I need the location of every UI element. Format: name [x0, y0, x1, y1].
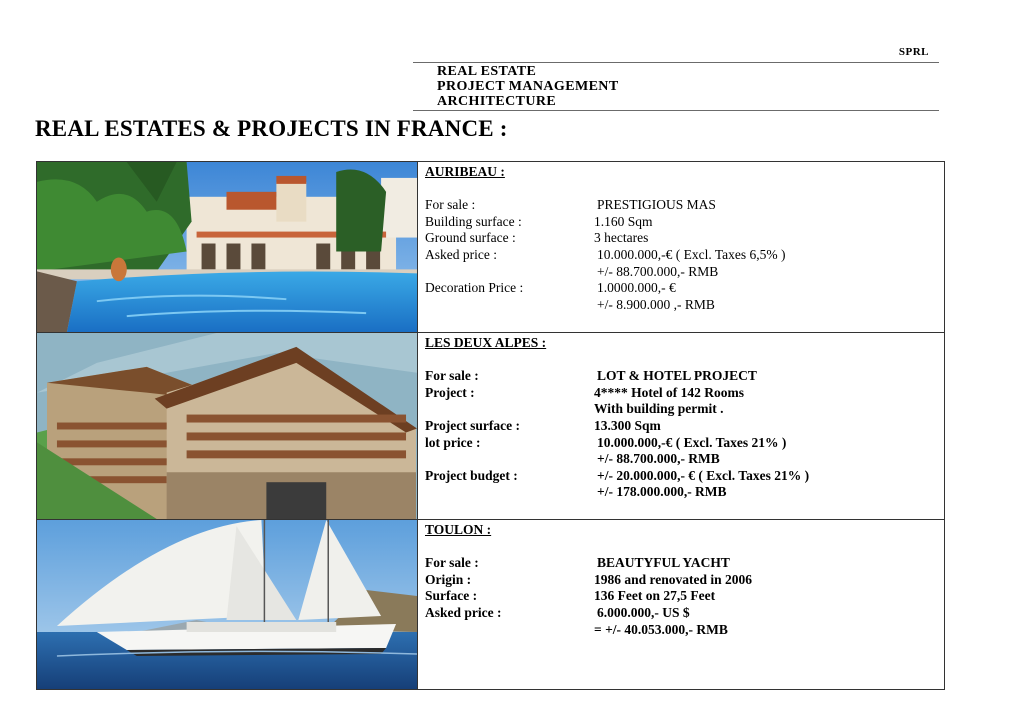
detail-label: Origin : [425, 571, 472, 587]
detail-line [425, 435, 938, 452]
detail-label: Project budget : [425, 467, 518, 483]
detail-label: Building surface : [425, 213, 522, 229]
detail-label: For sale : [425, 368, 479, 384]
detail-line [425, 297, 938, 314]
detail-line [425, 197, 938, 214]
detail-value: 1986 and renovated in 2006 [594, 571, 753, 587]
detail-line [425, 264, 938, 281]
letterhead-line: PROJECT MANAGEMENT [437, 79, 619, 94]
detail-value: = +/- 40.053.000,- RMB [594, 621, 728, 637]
detail-label: For sale : [425, 555, 479, 571]
listing-row-toulon [37, 520, 944, 689]
detail-line [425, 368, 938, 385]
detail-value: +/- 88.700.000,- RMB [597, 263, 719, 279]
letterhead-line: REAL ESTATE [437, 64, 537, 79]
detail-line [425, 418, 938, 435]
listing-location: LES DEUX ALPES : [425, 335, 547, 350]
detail-line [425, 572, 938, 589]
detail-line [425, 401, 938, 418]
detail-value: 13.300 Sqm [594, 417, 661, 433]
detail-label: Project : [425, 384, 475, 400]
detail-label: For sale : [425, 197, 476, 213]
detail-value: 10.000.000,-€ ( Excl. Taxes 6,5% ) [597, 246, 786, 262]
letterhead-line: ARCHITECTURE [437, 94, 557, 109]
listing-details [425, 335, 938, 501]
detail-label: Asked price : [425, 604, 502, 620]
listing-row-les-deux-alpes [37, 333, 944, 520]
listing-details [425, 522, 938, 638]
letterhead [413, 42, 939, 114]
detail-line [425, 555, 938, 572]
detail-value: +/- 178.000.000,- RMB [597, 484, 727, 500]
company-form-badge: SPRL [898, 46, 929, 58]
listing-location: TOULON : [425, 522, 492, 537]
detail-value: 10.000.000,-€ ( Excl. Taxes 21% ) [597, 434, 787, 450]
detail-label: lot price : [425, 434, 481, 450]
letterhead-divider-bottom [413, 110, 939, 111]
detail-line [425, 280, 938, 297]
detail-label: Surface : [425, 588, 478, 604]
chalet-hotel-photo [37, 333, 418, 519]
detail-line [425, 214, 938, 231]
detail-value: 1.160 Sqm [594, 213, 653, 229]
page-title: REAL ESTATES & PROJECTS IN FRANCE : [35, 116, 508, 141]
detail-label: Asked price : [425, 246, 497, 262]
detail-line [425, 385, 938, 402]
detail-value: PRESTIGIOUS MAS [597, 197, 716, 213]
detail-value: 3 hectares [594, 230, 649, 246]
detail-label: Project surface : [425, 417, 520, 433]
detail-line [425, 451, 938, 468]
detail-value: +/- 20.000.000,- € ( Excl. Taxes 21% ) [597, 467, 810, 483]
detail-line [425, 622, 938, 639]
listings-table [36, 161, 945, 690]
detail-label: Ground surface : [425, 230, 516, 246]
detail-line [425, 230, 938, 247]
detail-value: 6.000.000,- US $ [597, 604, 690, 620]
detail-value: +/- 8.900.000 ,- RMB [597, 296, 715, 312]
detail-value: +/- 88.700.000,- RMB [597, 451, 720, 467]
listing-row-auribeau [37, 162, 944, 333]
detail-value: 1.0000.000,- € [597, 280, 676, 296]
detail-value: 136 Feet on 27,5 Feet [594, 588, 716, 604]
detail-value: LOT & HOTEL PROJECT [597, 368, 757, 384]
letterhead-divider-top [413, 62, 939, 63]
detail-value: 4**** Hotel of 142 Rooms [594, 384, 744, 400]
villa-pool-photo [37, 162, 418, 332]
detail-line [425, 605, 938, 622]
detail-value: With building permit . [594, 401, 724, 417]
detail-line [425, 247, 938, 264]
detail-line [425, 484, 938, 501]
listing-details [425, 164, 938, 313]
sailing-yacht-photo [37, 520, 418, 689]
detail-value: BEAUTYFUL YACHT [597, 555, 730, 571]
detail-line [425, 588, 938, 605]
detail-line [425, 468, 938, 485]
letterhead-services [437, 64, 619, 109]
listing-location: AURIBEAU : [425, 164, 505, 179]
detail-label: Decoration Price : [425, 280, 524, 296]
